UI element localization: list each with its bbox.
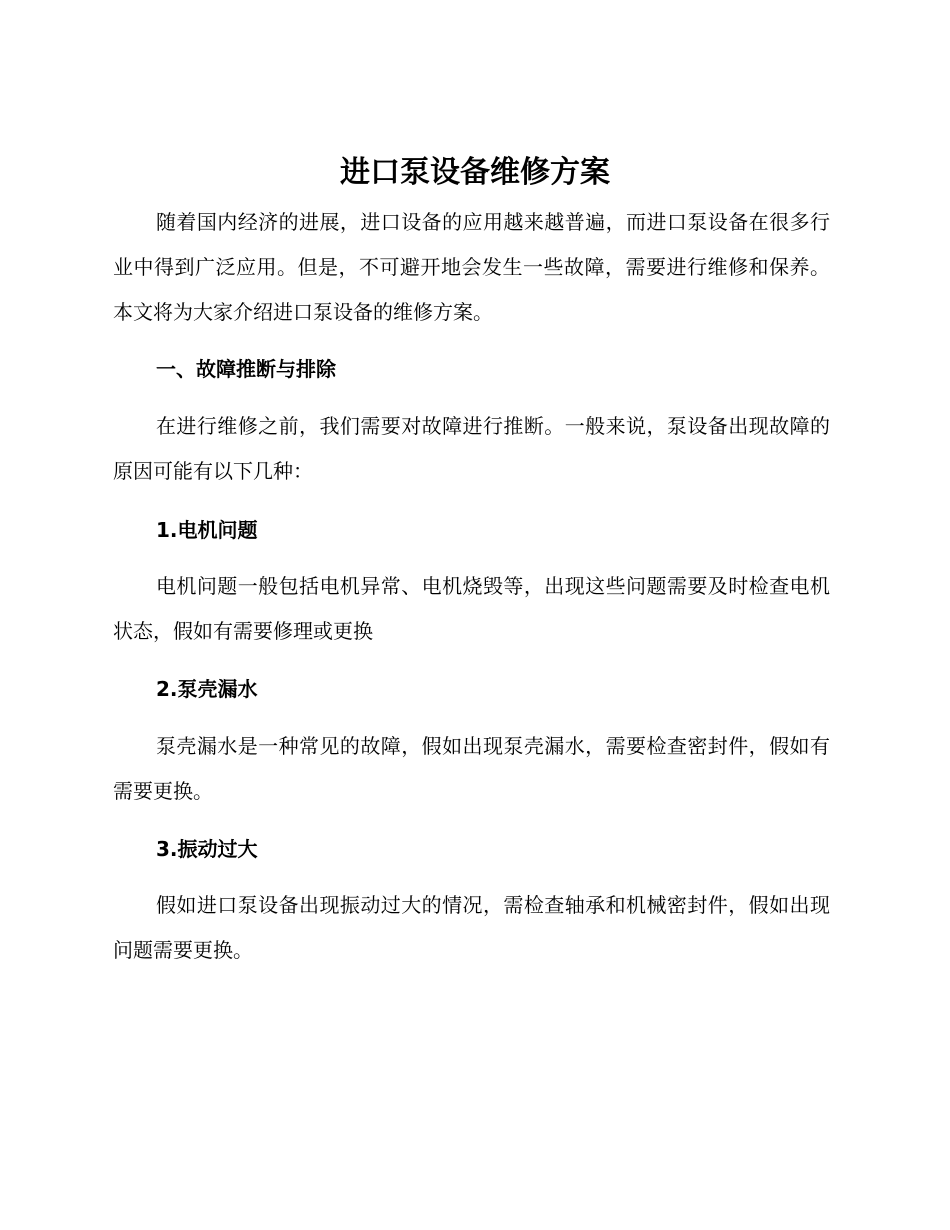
item-heading-motor: 1.电机问题 — [156, 518, 258, 542]
item-paragraph-motor: 电机问题一般包括电机异常、电机烧毁等，出现这些问题需要及时检查电机状态，假如有需要修理或更换 — [113, 574, 830, 643]
intro-paragraph: 随着国内经济的进展，进口设备的应用越来越普遍，而进口泵设备在很多行业中得到广泛应用。但是，不可避开地会发生一些故障，需要进行维修和保养。本文将为大家介绍进口泵设备的维修方案。 — [113, 210, 830, 324]
item-paragraph-excessive-vibration: 假如进口泵设备出现振动过大的情况，需检查轴承和机械密封件，假如出现问题需要更换。 — [113, 893, 830, 962]
section-paragraph-fault-diagnosis: 在进行维修之前，我们需要对故障进行推断。一般来说，泵设备出现故障的原因可能有以下几种： — [113, 414, 830, 483]
section-heading-fault-diagnosis: 一、故障推断与排除 — [156, 357, 336, 381]
item-heading-excessive-vibration: 3.振动过大 — [156, 837, 258, 861]
document-title: 进口泵设备维修方案 — [340, 155, 610, 190]
item-paragraph-pump-casing-leak: 泵壳漏水是一种常见的故障，假如出现泵壳漏水，需要检查密封件，假如有需要更换。 — [113, 734, 830, 803]
item-heading-pump-casing-leak: 2.泵壳漏水 — [156, 677, 258, 701]
